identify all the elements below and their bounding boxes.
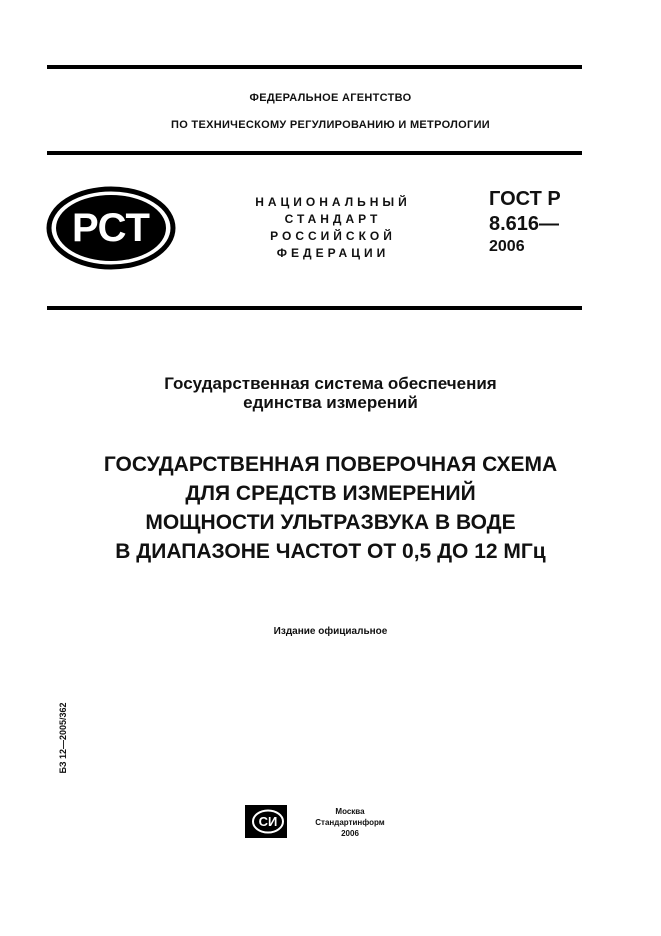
side-code: [57, 696, 69, 780]
top-rule: [47, 65, 582, 69]
system-line: единства измерений: [243, 393, 418, 412]
publisher-logo-text: СИ: [258, 814, 278, 829]
agency-line-2: ПО ТЕХНИЧЕСКОМУ РЕГУЛИРОВАНИЮ И МЕТРОЛОГИИ: [171, 119, 490, 131]
gost-r-logo: [46, 186, 176, 270]
title-line: ГОСУДАРСТВЕННАЯ ПОВЕРОЧНАЯ СХЕМА: [103, 453, 558, 476]
publisher-name: Стандартинформ: [315, 818, 385, 827]
national-line: НАЦИОНАЛЬНЫЙ: [255, 195, 411, 209]
standartinform-logo: [245, 805, 287, 838]
national-line: ФЕДЕРАЦИИ: [276, 246, 390, 260]
title-line: В ДИАПАЗОНЕ ЧАСТОТ ОТ 0,5 ДО 12 МГц: [115, 540, 546, 563]
document-title: [0, 450, 661, 566]
national-line: РОССИЙСКОЙ: [270, 229, 396, 243]
agency-line-1: ФЕДЕРАЛЬНОЕ АГЕНТСТВО: [249, 92, 412, 104]
title-line: ДЛЯ СРЕДСТВ ИЗМЕРЕНИЙ: [185, 482, 476, 505]
gost-number: [489, 187, 561, 258]
gost-prefix: ГОСТ Р: [489, 188, 561, 210]
gost-code: 8.616—: [489, 213, 560, 235]
publisher-year: 2006: [341, 829, 359, 838]
system-title: [0, 374, 661, 412]
header-rule: [47, 151, 582, 155]
national-standard-label: [228, 194, 438, 262]
section-rule: [47, 306, 582, 310]
title-line: МОЩНОСТИ УЛЬТРАЗВУКА В ВОДЕ: [145, 511, 516, 534]
system-line: Государственная система обеспечения: [164, 374, 497, 393]
publisher-city: Москва: [335, 807, 365, 816]
gost-logo-text: РСТ: [71, 206, 151, 250]
publisher-info: [300, 806, 400, 839]
gost-year: 2006: [489, 238, 525, 255]
edition-label: Издание официальное: [273, 626, 388, 637]
national-line: СТАНДАРТ: [284, 212, 382, 226]
side-code-text: БЗ 12—2005/362: [58, 702, 68, 774]
